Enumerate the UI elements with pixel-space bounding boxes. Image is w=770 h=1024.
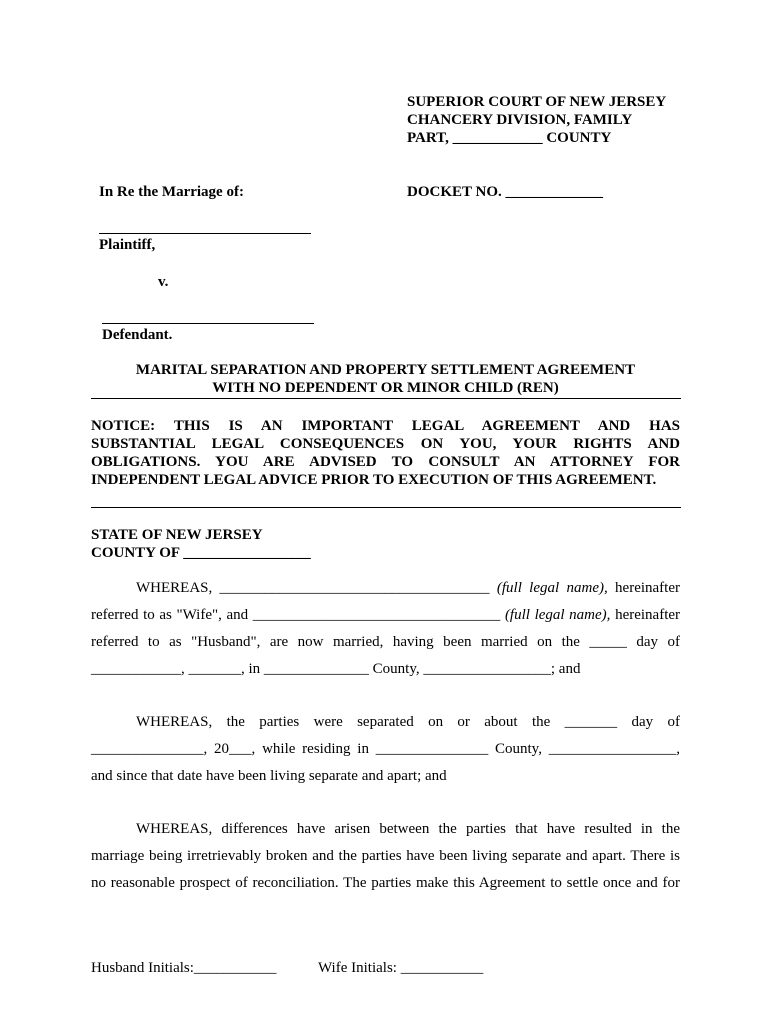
whereas-differences-line-2: marriage being irretrievably broken and the parties have been living separate and apart. There is xyxy=(91,848,680,864)
venue-county: COUNTY OF _________________ xyxy=(91,545,311,561)
whereas-parties-line-2 xyxy=(91,607,680,624)
whereas-separated-line-1: WHEREAS, the parties were separated on or about the _______ day of xyxy=(136,714,680,730)
defendant-signature-line xyxy=(102,323,314,324)
court-name-line-1: SUPERIOR COURT OF NEW JERSEY xyxy=(407,94,667,110)
notice-line: OBLIGATIONS. YOU ARE ADVISED TO CONSULT AN ATTORNEY FOR xyxy=(91,454,680,470)
whereas-differences-line-3: no reasonable prospect of reconciliation. The parties make this Agreement to settle once and for xyxy=(91,875,680,891)
defendant-label: Defendant. xyxy=(102,327,173,343)
whereas-separated-line-2: _______________, 20___, while residing in _______________ County, _________________, xyxy=(91,741,680,757)
court-name-line-3: PART, ____________ COUNTY xyxy=(407,130,612,146)
para1-text: referred to as "Wife", and _________________________________ xyxy=(91,607,501,623)
notice-line: INDEPENDENT LEGAL ADVICE PRIOR TO EXECUTION OF THIS AGREEMENT. xyxy=(91,472,657,488)
full-legal-name-hint: (full legal name), xyxy=(504,607,611,623)
docket-number: DOCKET NO. _____________ xyxy=(407,184,603,200)
legal-notice xyxy=(91,417,680,489)
whereas-differences-line-1: WHEREAS, differences have arisen between the parties that have resulted in the xyxy=(136,821,680,837)
versus-label: v. xyxy=(158,274,169,290)
court-name-line-2: CHANCERY DIVISION, FAMILY xyxy=(407,112,633,128)
plaintiff-signature-line xyxy=(99,233,311,234)
plaintiff-label: Plaintiff, xyxy=(99,237,156,253)
husband-initials: Husband Initials:___________ xyxy=(91,960,277,976)
whereas-parties-line-1 xyxy=(91,580,680,597)
in-re-marriage-label: In Re the Marriage of: xyxy=(99,184,244,200)
whereas-separated-line-3: and since that date have been living separate and apart; and xyxy=(91,768,447,784)
para1-text: hereinafter xyxy=(615,607,681,623)
notice-line: NOTICE: THIS IS AN IMPORTANT LEGAL AGREEMENT AND HAS xyxy=(91,418,680,434)
whereas-parties-line-3: referred to as "Husband", are now married, having been married on the _____ day of xyxy=(91,634,680,650)
venue-state: STATE OF NEW JERSEY xyxy=(91,527,263,543)
title-underline xyxy=(91,398,681,399)
whereas-parties-line-4: ____________, _______, in ______________ County, _________________; and xyxy=(91,661,581,677)
full-legal-name-hint: (full legal name), xyxy=(496,580,608,596)
para1-text: hereinafter xyxy=(615,580,680,596)
agreement-title-line-2: WITH NO DEPENDENT OR MINOR CHILD (REN) xyxy=(212,380,559,396)
notice-divider xyxy=(91,507,681,508)
agreement-title-line-1: MARITAL SEPARATION AND PROPERTY SETTLEMENT AGREEMENT xyxy=(135,362,636,378)
wife-initials: Wife Initials: ___________ xyxy=(318,960,484,976)
para1-text: WHEREAS, ____________________________________ xyxy=(136,580,490,596)
notice-line: SUBSTANTIAL LEGAL CONSEQUENCES ON YOU, YOUR RIGHTS AND xyxy=(91,436,680,452)
